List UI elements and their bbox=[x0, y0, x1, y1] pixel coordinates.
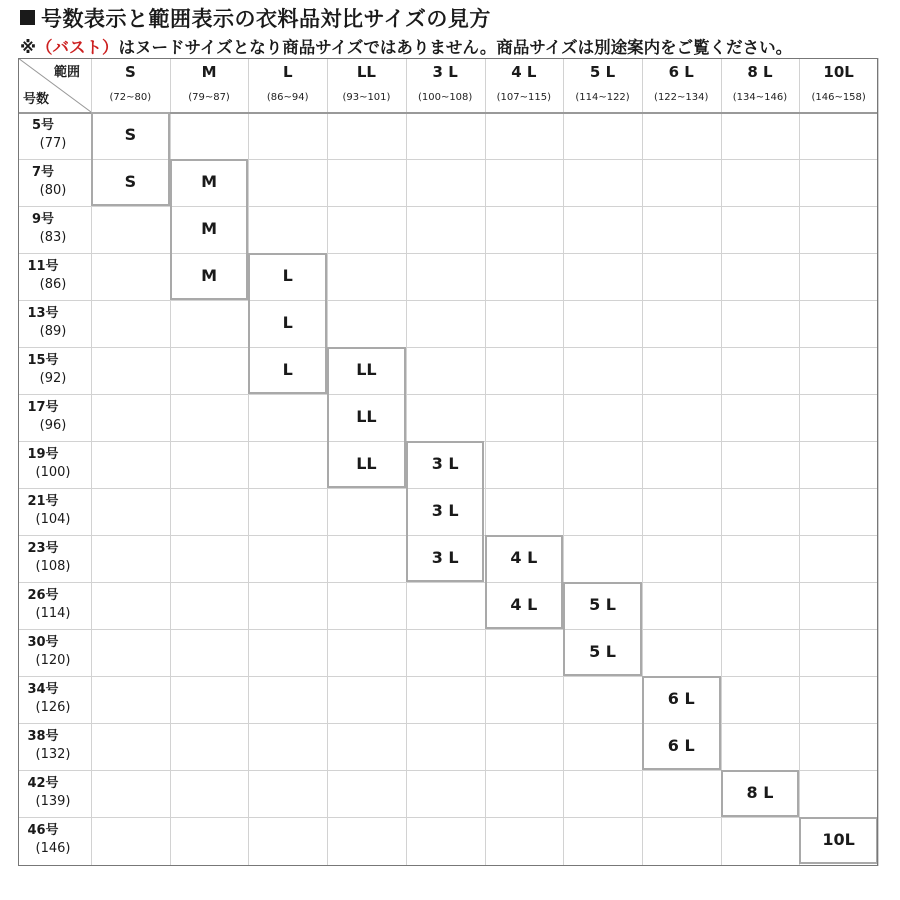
size-mark: L bbox=[282, 360, 293, 379]
row-header-number: 9号 bbox=[31, 212, 55, 227]
row-header-bust: (92) bbox=[39, 371, 67, 386]
column-header-size: S bbox=[124, 63, 136, 81]
column-header-range: (122~134) bbox=[654, 92, 709, 103]
square-bullet-icon bbox=[20, 10, 35, 25]
size-comparison-table bbox=[18, 58, 878, 866]
size-mark: M bbox=[201, 266, 217, 285]
row-header-bust: (120) bbox=[35, 653, 71, 668]
grid-line-horizontal bbox=[18, 206, 878, 207]
row-header-bust: (104) bbox=[35, 512, 71, 527]
column-header-size: L bbox=[282, 63, 293, 81]
size-mark: 8 L bbox=[746, 783, 774, 802]
size-mark: S bbox=[124, 172, 137, 191]
row-header-bust: (77) bbox=[39, 136, 67, 151]
row-header-bust: (89) bbox=[39, 324, 67, 339]
row-header-bust: (100) bbox=[35, 465, 71, 480]
column-header-size: M bbox=[201, 63, 217, 81]
size-mark: L bbox=[282, 266, 293, 285]
row-header-bust: (139) bbox=[35, 794, 71, 809]
grid-line-horizontal bbox=[18, 347, 878, 348]
size-mark: 10L bbox=[822, 830, 855, 849]
row-header-bust: (126) bbox=[35, 700, 71, 715]
row-header-number: 46号 bbox=[27, 823, 59, 838]
grid-line-horizontal bbox=[18, 817, 878, 818]
grid-line-horizontal bbox=[18, 629, 878, 630]
grid-line-vertical bbox=[799, 58, 800, 866]
grid-line-horizontal bbox=[18, 676, 878, 677]
row-header-number: 15号 bbox=[27, 353, 59, 368]
row-header-bust: (108) bbox=[35, 559, 71, 574]
page-title bbox=[20, 3, 491, 33]
grid-line-horizontal bbox=[18, 300, 878, 301]
size-mark: 6 L bbox=[667, 689, 695, 708]
row-header-number: 42号 bbox=[27, 776, 59, 791]
row-header-number: 7号 bbox=[31, 165, 55, 180]
grid-line-horizontal bbox=[18, 723, 878, 724]
row-header-bust: (83) bbox=[39, 230, 67, 245]
size-mark: 4 L bbox=[510, 548, 538, 567]
row-header-number: 38号 bbox=[27, 729, 59, 744]
corner-label-range: 範囲 bbox=[54, 65, 81, 80]
size-mark: S bbox=[124, 125, 137, 144]
grid-line-vertical bbox=[485, 58, 486, 866]
size-mark: 4 L bbox=[510, 595, 538, 614]
row-header-number: 26号 bbox=[27, 588, 59, 603]
column-header-size: 8 L bbox=[747, 63, 773, 81]
row-header-bust: (86) bbox=[39, 277, 67, 292]
row-header-number: 30号 bbox=[27, 635, 59, 650]
row-header-number: 13号 bbox=[27, 306, 59, 321]
size-mark: LL bbox=[356, 360, 377, 379]
column-header-range: (72~80) bbox=[109, 92, 152, 103]
grid-line-horizontal bbox=[18, 253, 878, 254]
row-header-number: 23号 bbox=[27, 541, 59, 556]
size-mark: LL bbox=[356, 454, 377, 473]
column-header-range: (146~158) bbox=[811, 92, 866, 103]
grid-line-vertical bbox=[248, 58, 249, 866]
note-prefix: ※ bbox=[20, 38, 37, 57]
note-rest: はヌードサイズとなり商品サイズではありません。商品サイズは別途案内をご覧ください。 bbox=[118, 38, 793, 57]
row-header-number: 11号 bbox=[27, 259, 59, 274]
row-header-number: 5号 bbox=[31, 118, 55, 133]
column-header-size: 10L bbox=[823, 63, 854, 81]
grid-line-vertical bbox=[878, 58, 879, 866]
size-mark: L bbox=[282, 313, 293, 332]
note-text bbox=[20, 34, 792, 58]
column-header-range: (86~94) bbox=[266, 92, 309, 103]
row-header-bust: (114) bbox=[35, 606, 71, 621]
column-header-size: LL bbox=[356, 63, 376, 81]
grid-line-vertical bbox=[563, 58, 564, 866]
column-header-range: (107~115) bbox=[496, 92, 552, 103]
size-mark: 3 L bbox=[431, 501, 459, 520]
column-header-range: (114~122) bbox=[575, 92, 630, 103]
row-header-bust: (96) bbox=[39, 418, 67, 433]
grid-line-horizontal bbox=[18, 394, 878, 395]
size-mark: 3 L bbox=[431, 454, 459, 473]
row-header-bust: (80) bbox=[39, 183, 67, 198]
column-header-range: (134~146) bbox=[732, 92, 788, 103]
size-mark: 6 L bbox=[667, 736, 695, 755]
column-header-range: (79~87) bbox=[188, 92, 230, 103]
grid-line-horizontal bbox=[18, 582, 878, 583]
row-header-bust: (146) bbox=[35, 841, 71, 856]
row-header-number: 34号 bbox=[27, 682, 59, 697]
grid-line-vertical bbox=[721, 58, 722, 866]
column-header-size: 6 L bbox=[668, 63, 694, 81]
row-header-number: 19号 bbox=[27, 447, 59, 462]
row-header-number: 17号 bbox=[27, 400, 59, 415]
column-header-size: 5 L bbox=[589, 63, 616, 81]
size-mark: LL bbox=[356, 407, 377, 426]
page-title-text: 号数表示と範囲表示の衣料品対比サイズの見方 bbox=[41, 7, 491, 31]
row-header-bust: (132) bbox=[35, 747, 71, 762]
size-mark: 5 L bbox=[589, 642, 616, 661]
size-mark: 3 L bbox=[431, 548, 459, 567]
size-mark: 5 L bbox=[589, 595, 616, 614]
size-mark: M bbox=[201, 219, 217, 238]
corner-label-number: 号数 bbox=[23, 92, 50, 107]
column-header-size: 4 L bbox=[511, 63, 537, 81]
note-highlight: （バスト） bbox=[36, 38, 119, 57]
size-mark: M bbox=[201, 172, 217, 191]
row-header-number: 21号 bbox=[27, 494, 59, 509]
column-header-range: (100~108) bbox=[417, 92, 473, 103]
column-header-range: (93~101) bbox=[342, 92, 391, 103]
column-header-size: 3 L bbox=[432, 63, 458, 81]
